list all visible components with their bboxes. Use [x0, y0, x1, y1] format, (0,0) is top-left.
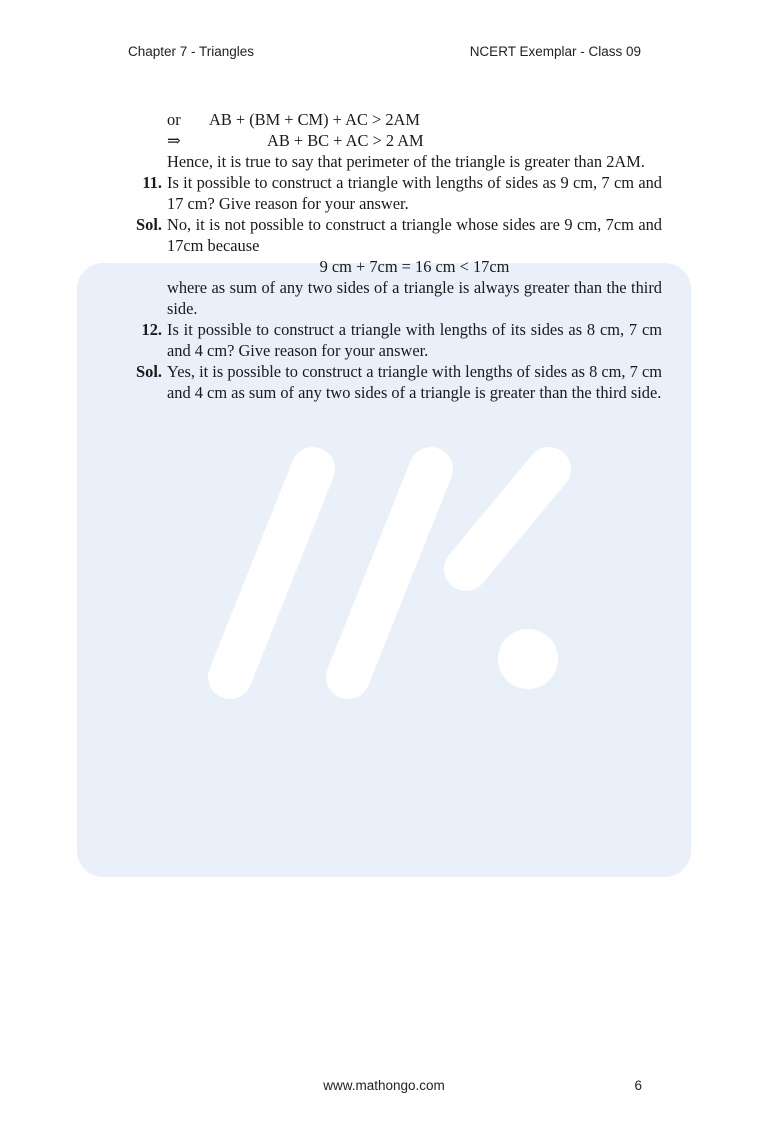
solution-label: Sol.: [136, 362, 162, 381]
question-11: [122, 172, 662, 214]
solution-11-equation: [122, 256, 662, 277]
inequality-expression: AB + (BM + CM) + AC > 2AM: [209, 110, 420, 129]
page-number: 6: [634, 1078, 642, 1093]
solution-11: [122, 214, 662, 256]
inequality-line-1: [122, 109, 662, 130]
question-number: 12.: [141, 320, 162, 339]
page-footer: [0, 1078, 768, 1098]
website-link[interactable]: www.mathongo.com: [323, 1078, 445, 1093]
question-12: [122, 319, 662, 361]
document-body: [122, 109, 662, 403]
chapter-title: Chapter 7 - Triangles: [128, 44, 255, 59]
solution-12: [122, 361, 662, 403]
question-text: Is it possible to construct a triangle with lengths of sides as 9 cm, 7 cm and 17 cm? Give reason for your answer.: [167, 173, 662, 213]
question-text: Is it possible to construct a triangle with lengths of its sides as 8 cm, 7 cm and 4 cm? Give reason for your answer.: [167, 320, 662, 360]
inequality-expression: AB + BC + AC > 2 AM: [267, 131, 424, 150]
or-word: or: [167, 110, 181, 129]
solution-11-continuation: [122, 277, 662, 319]
equation-text: 9 cm + 7cm = 16 cm < 17cm: [319, 257, 510, 276]
solution-text: No, it is not possible to construct a triangle whose sides are 9 cm, 7cm and 17cm because: [167, 215, 662, 255]
conclusion-paragraph: [122, 151, 662, 172]
solution-text: where as sum of any two sides of a triangle is always greater than the third side.: [167, 278, 662, 318]
book-title: NCERT Exemplar - Class 09: [469, 44, 641, 59]
question-number: 11.: [142, 173, 162, 192]
conclusion-text: Hence, it is true to say that perimeter of the triangle is greater than 2AM.: [167, 152, 645, 171]
implies-symbol: ⇒: [167, 131, 181, 150]
page-header: [128, 44, 641, 66]
solution-text: Yes, it is possible to construct a triangle with lengths of sides as 8 cm, 7 cm and 4 cm as sum of any two sides of a triangle is greater than the third side.: [167, 362, 662, 402]
inequality-line-2: [122, 130, 662, 151]
solution-label: Sol.: [136, 215, 162, 234]
